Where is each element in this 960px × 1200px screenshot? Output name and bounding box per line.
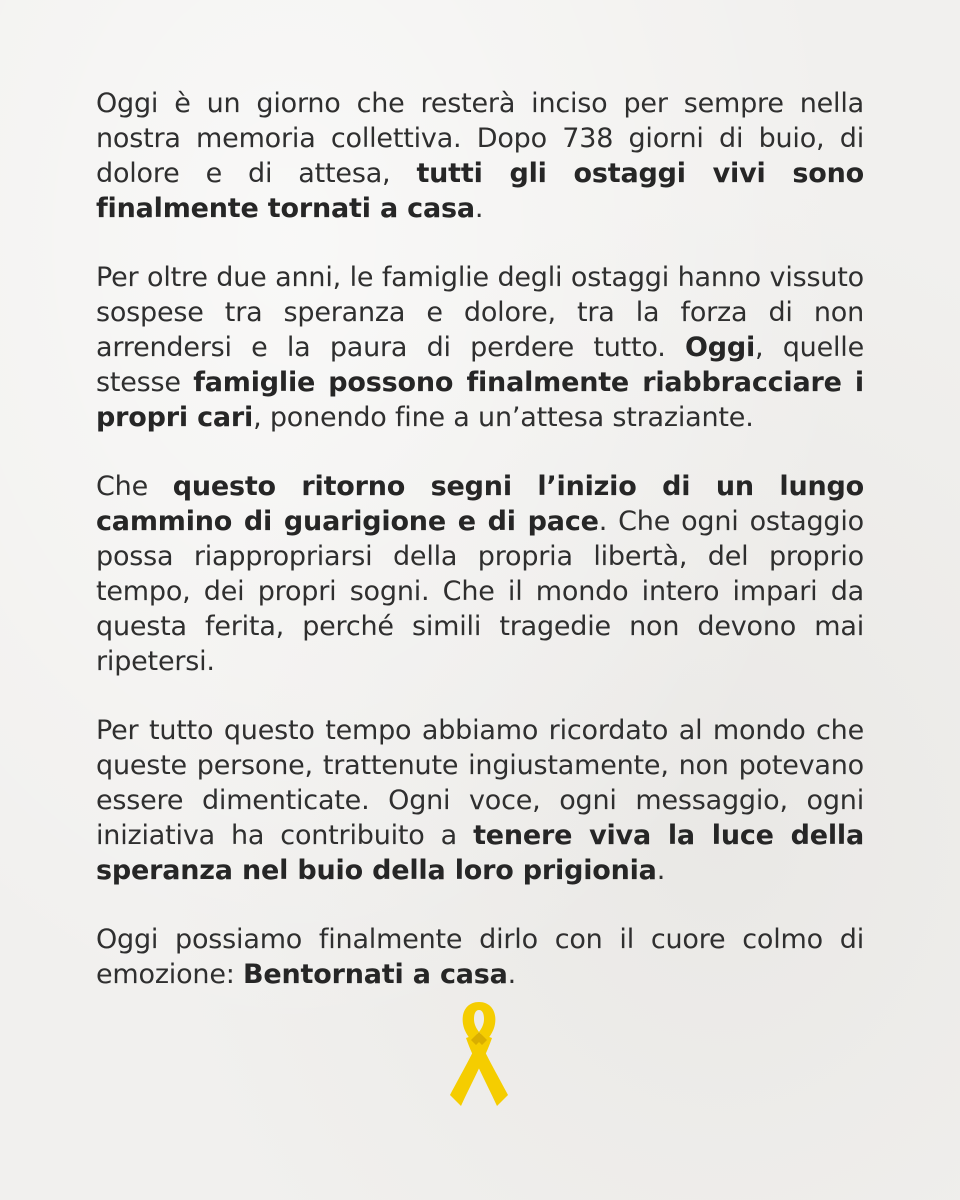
paragraph-3-text: Che	[96, 471, 173, 502]
paragraph-3-highlight: questo ritorno segni l’inizio di un lungo cammino di guarigione e di pace	[96, 471, 865, 537]
paragraph-2-highlight-famiglie: famiglie possono finalmente riabbracciare i propri cari	[96, 367, 864, 433]
paragraph-4	[96, 713, 864, 888]
paragraph-2-text: Per oltre due anni, le famiglie degli ostaggi hanno vissuto sospese tra speranza e dolore, tra la forza di non arrendersi e la paura di perdere tutto.	[96, 262, 864, 363]
paragraph-3	[96, 469, 864, 679]
yellow-ribbon-icon	[449, 998, 509, 1108]
paragraph-2-highlight-oggi: Oggi	[684, 332, 756, 363]
paragraph-1-text: Oggi è un giorno che resterà inciso per sempre nella nostra memoria collettiva. Dopo 738 giorni di buio, di dolore e di attesa,	[96, 88, 864, 189]
paragraph-5-end: .	[507, 959, 517, 990]
paragraph-4-end: .	[656, 855, 666, 886]
paragraph-1	[96, 86, 864, 226]
paragraph-5	[96, 922, 864, 992]
message-body	[96, 86, 864, 1026]
paragraph-1-highlight: tutti gli ostaggi vivi sono finalmente tornati a casa	[96, 158, 864, 224]
paragraph-2	[96, 260, 864, 435]
paragraph-5-highlight: Bentornati a casa	[243, 959, 508, 990]
paragraph-2-text-b: , quelle stesse	[96, 332, 864, 398]
paragraph-4-highlight: tenere viva la luce della speranza nel buio della loro prigionia	[96, 820, 865, 886]
paragraph-3-end: . Che ogni ostaggio possa riappropriarsi della propria libertà, del proprio tempo, dei propri sogni. Che il mondo intero impari da questa ferita, perché simili tragedie non devono mai ripetersi.	[96, 506, 864, 677]
paragraph-4-text: Per tutto questo tempo abbiamo ricordato al mondo che queste persone, trattenute ingiustamente, non potevano essere dimenticate. Ogni voce, ogni messaggio, ogni iniziativa ha contribuito a	[96, 715, 864, 851]
paragraph-5-text: Oggi possiamo finalmente dirlo con il cuore colmo di emozione:	[96, 924, 864, 990]
paragraph-2-end: , ponendo fine a un’attesa straziante.	[253, 402, 754, 433]
paragraph-1-end: .	[474, 193, 484, 224]
